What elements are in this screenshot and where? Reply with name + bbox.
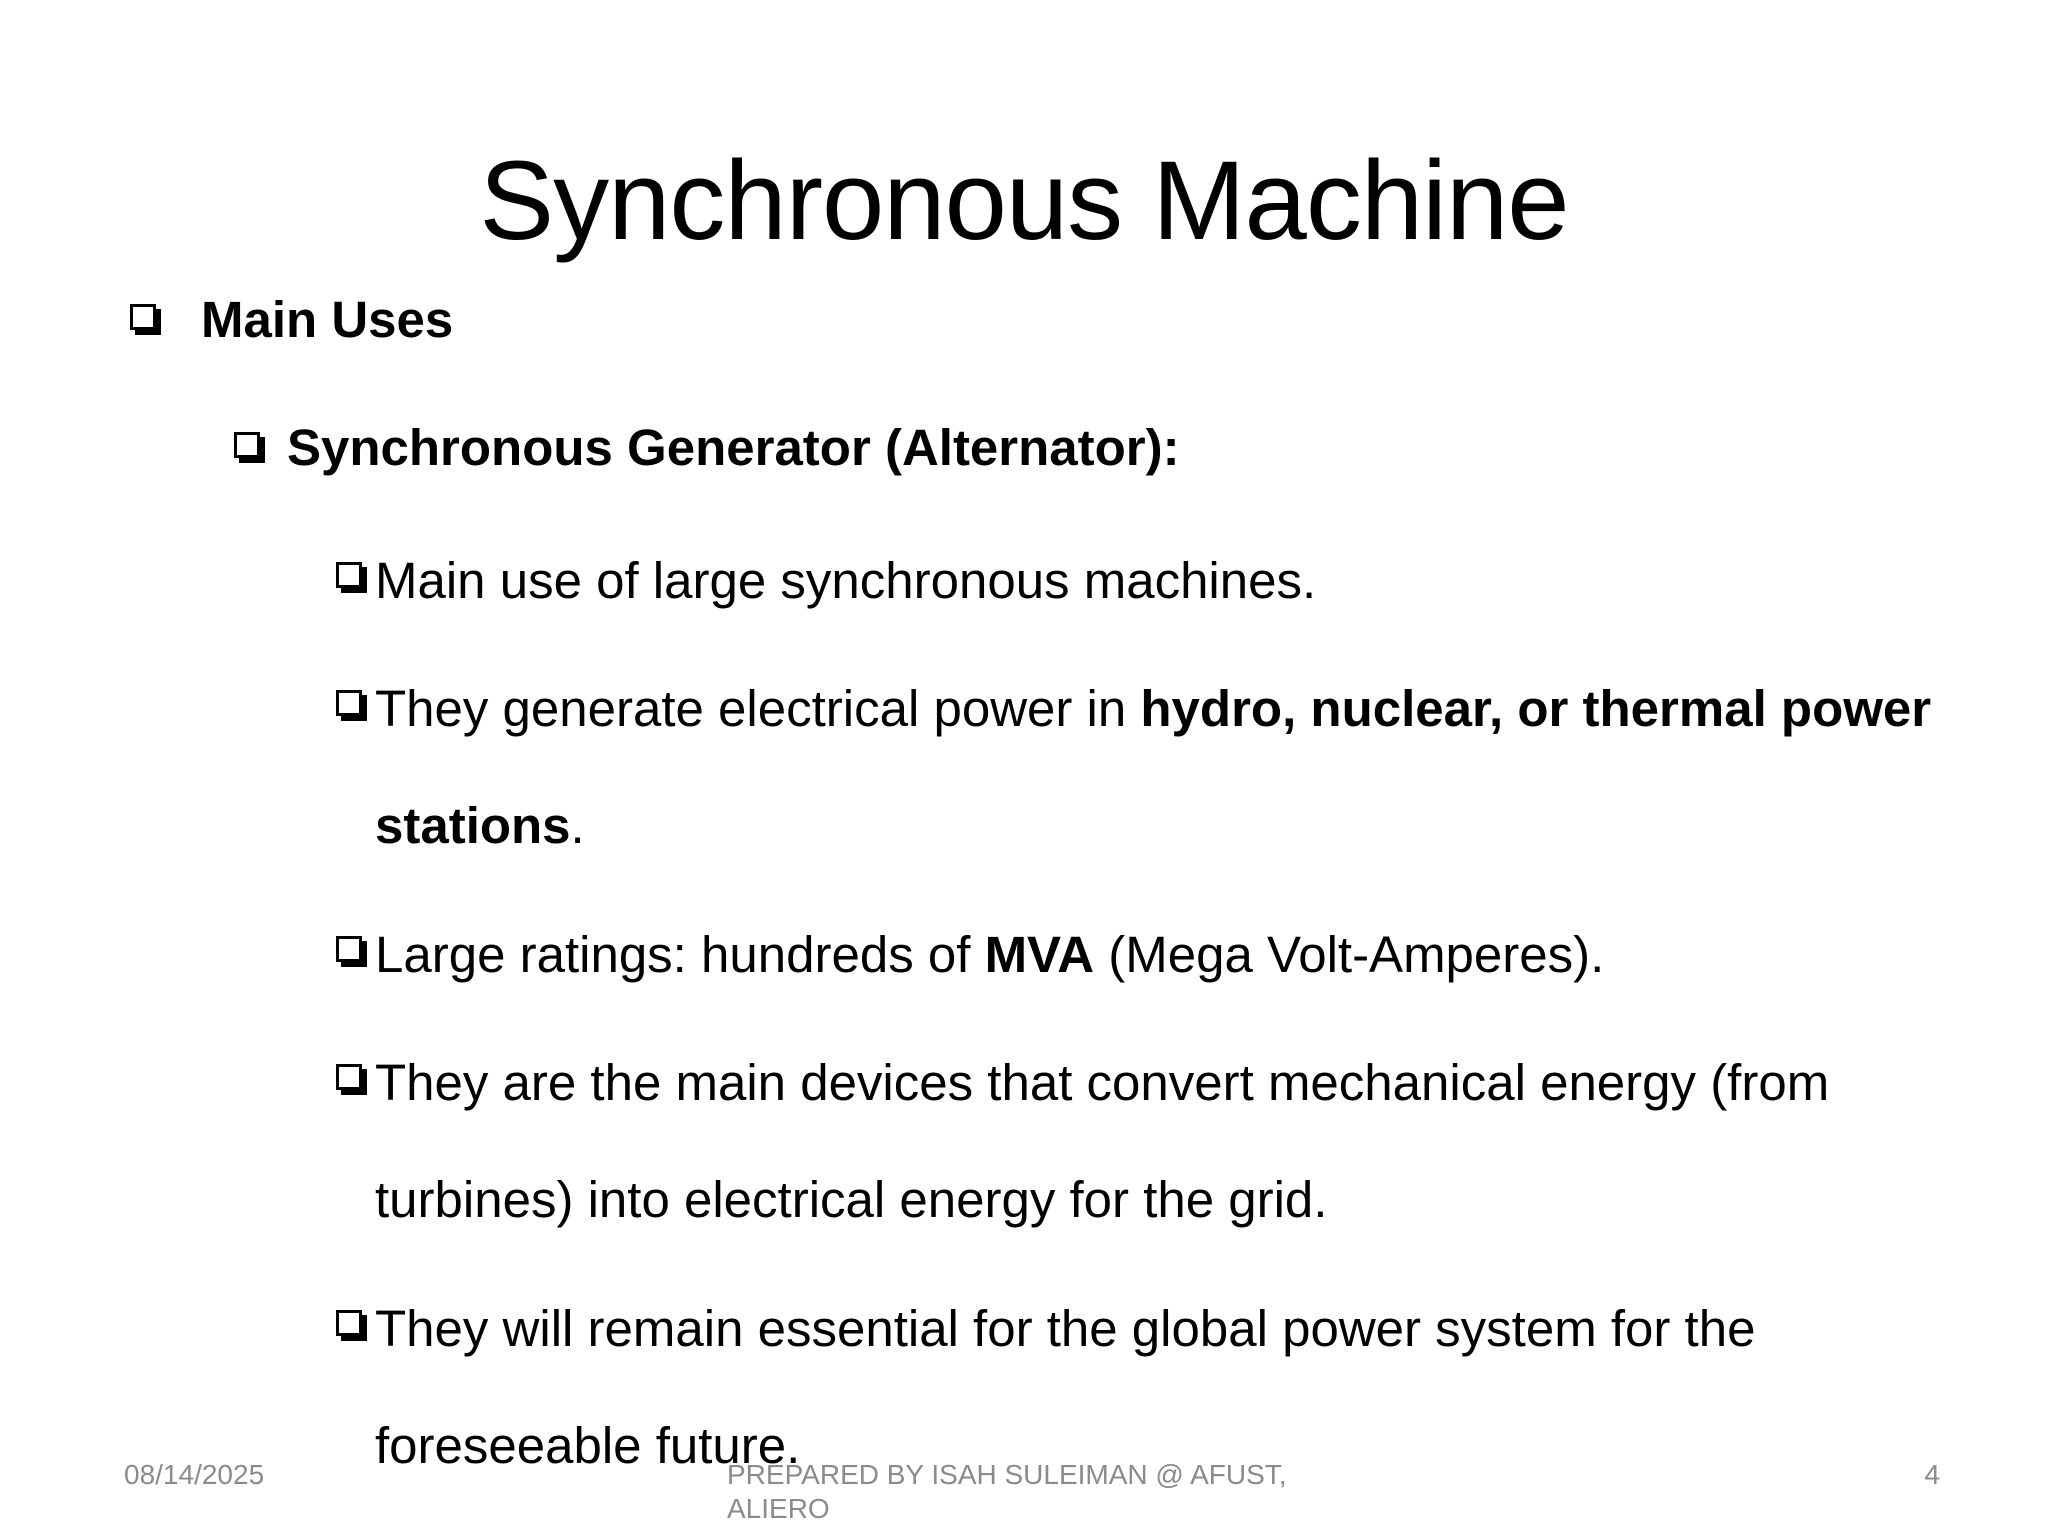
bullet-text: They are the main devices that convert mechanical energy (from turbines) into electrical energy for the grid.: [375, 1054, 1830, 1228]
bullet-item: [336, 678, 1945, 884]
checkbox-bullet-icon: [130, 304, 156, 330]
bullet-item: [336, 924, 1945, 1013]
bullet-main-uses: [130, 290, 453, 350]
checkbox-bullet-icon: [234, 432, 260, 458]
checkbox-bullet-icon: [336, 1064, 362, 1090]
text-run-bold: hydro, nuclear, or thermal power stations: [375, 680, 1932, 854]
checkbox-bullet-icon: [336, 562, 362, 588]
checkbox-bullet-icon: [336, 690, 362, 716]
slide-title: Synchronous Machine: [479, 138, 1569, 263]
bullet-item: [336, 1052, 1945, 1258]
checkbox-bullet-icon: [336, 1310, 362, 1336]
footer-page-number: 4: [1924, 1459, 1940, 1490]
text-run-bold: MVA: [984, 926, 1095, 983]
bullet-text: [375, 896, 1945, 1013]
bullet-synchronous-generator: [234, 418, 1180, 478]
text-run: (Mega Volt-Amperes).: [1094, 926, 1605, 983]
text-run: Large ratings: hundreds of: [375, 926, 985, 983]
footer-center-text: PREPARED BY ISAH SULEIMAN @ AFUST, ALIERO: [727, 1459, 1287, 1524]
bullet-text: [375, 650, 1945, 884]
bullet-text: Synchronous Generator (Alternator):: [287, 419, 1180, 476]
checkbox-bullet-icon: [336, 936, 362, 962]
bullet-text: Main use of large synchronous machines.: [375, 552, 1317, 609]
bullet-text: Main Uses: [201, 291, 454, 348]
bullet-text: They will remain essential for the global power system for the foreseeable future.: [375, 1300, 1756, 1474]
footer-date: 08/14/2025: [124, 1459, 265, 1490]
text-run: .: [570, 797, 585, 854]
text-run: They generate electrical power in: [375, 680, 1141, 737]
bullet-item: [336, 550, 1945, 639]
